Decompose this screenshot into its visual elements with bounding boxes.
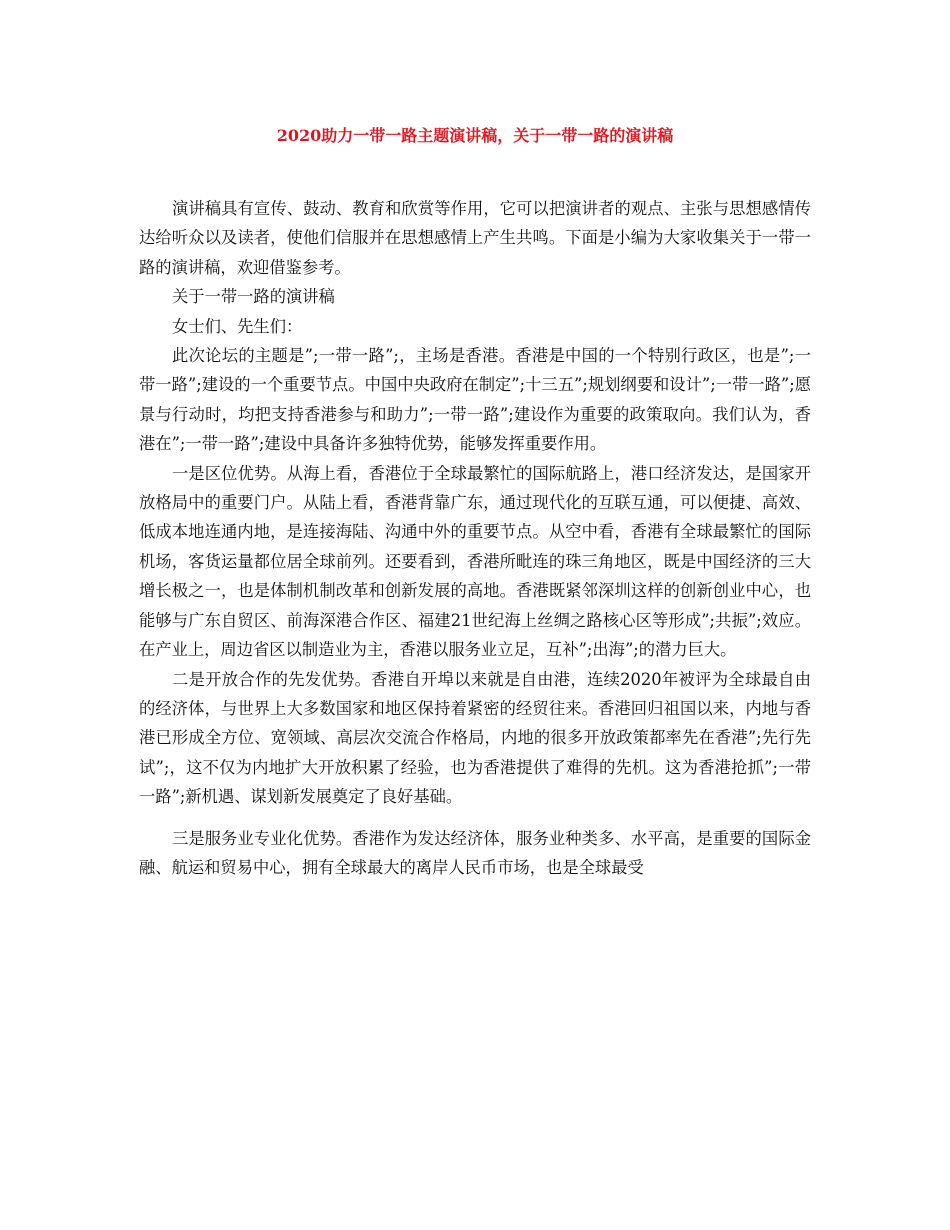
paragraph-greeting: 女士们、先生们： bbox=[172, 316, 303, 336]
paragraph-subtitle: 关于一带一路的演讲稿 bbox=[172, 287, 335, 307]
paragraph-forum-theme: 此次论坛的主题是”;一带一路”;，主场是香港。香港是中国的一个特别行政区，也是”;一带一路”;建设的一个重要节点。中国中央政府在制定”;十三五”;规划纲要和设计”;一带一路”;愿景与行动时，均把支持香港参与和助力”;一带一路”;建设作为重要的政策取向。我们认为，香港在”;一带一路”;建设中具备许多独特优势，能够发挥重要作用。 bbox=[139, 346, 811, 454]
paragraph-location-advantage: 一是区位优势。从海上看，香港位于全球最繁忙的国际航路上，港口经济发达，是国家开放格局中的重要门户。从陆上看，香港背靠广东，通过现代化的互联互通，可以便捷、高效、低成本地连通内地，是连接海陆、沟通中外的重要节点。从空中看，香港有全球最繁忙的国际机场，客货运量都位居全球前列。还要看到，香港所毗连的珠三角地区，既是中国经济的三大增长极之一，也是体制机制改革和创新发展的高地。香港既紧邻深圳这样的创新创业中心，也能够与广东自贸区、前海深港合作区、福建21世纪海上丝绸之路核心区等形成”;共振”;效应。在产业上，周边省区以制造业为主，香港以服务业立足，互补”;出海”;的潜力巨大。 bbox=[139, 463, 811, 660]
paragraph-service-advantage: 三是服务业专业化优势。香港作为发达经济体，服务业种类多、水平高，是重要的国际金融、航运和贸易中心，拥有全球最大的离岸人民币市场，也是全球最受 bbox=[139, 828, 811, 877]
paragraph-intro: 演讲稿具有宣传、鼓动、教育和欣赏等作用，它可以把演讲者的观点、主张与思想感情传达给听众以及读者，使他们信服并在思想感情上产生共鸣。下面是小编为大家收集关于一带一路的演讲稿，欢迎借鉴参考。 bbox=[139, 199, 811, 277]
document-title: 2020助力一带一路主题演讲稿，关于一带一路的演讲稿 bbox=[276, 126, 674, 145]
document-body bbox=[139, 194, 811, 882]
paragraph-openness-advantage: 二是开放合作的先发优势。香港自开埠以来就是自由港，连续2020年被评为全球最自由的经济体，与世界上大多数国家和地区保持着紧密的经贸往来。香港回归祖国以来，内地与香港已形成全方位、宽领域、高层次交流合作格局，内地的很多开放政策都率先在香港”;先行先试”;，这不仅为内地扩大开放积累了经验，也为香港提供了难得的先机。这为香港抢抓”;一带一路”;新机遇、谋划新发展奠定了良好基础。 bbox=[139, 669, 811, 807]
